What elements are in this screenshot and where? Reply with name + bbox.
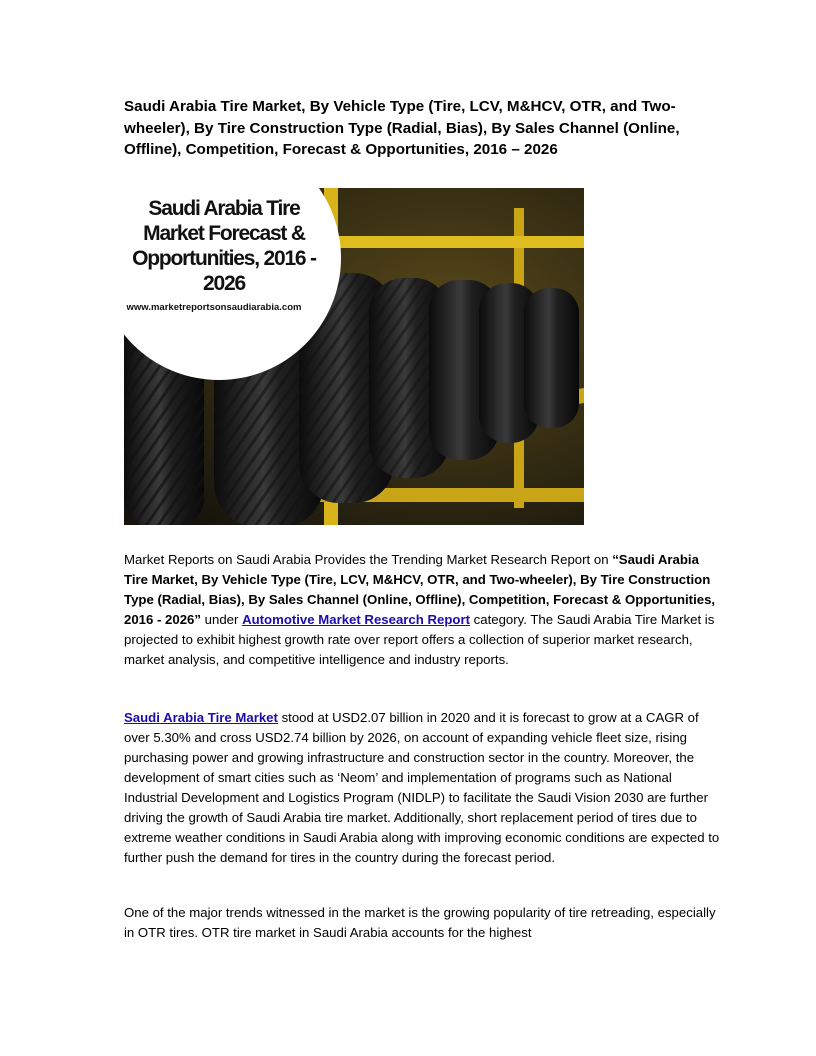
badge-line-2: Market Forecast & [143, 222, 305, 245]
document-title: Saudi Arabia Tire Market, By Vehicle Type (Tire, LCV, M&HCV, OTR, and Two-wheeler), By Tire Construction Type (Radial, Bias), By Sales Channel (Online, Offline), Competition, Forecast & Opportunities, 2016 – 2026 [124, 98, 680, 158]
market-size-text: stood at USD2.07 billion in 2020 and it is forecast to grow at a CAGR of over 5.30% and cross USD2.74 billion by 2026, on account of expanding vehicle fleet size, rising purchasing power and growing infrastructure and construction sector in the country. Moreover, the development of smart cities such as ‘Neom’ and implementation of programs such as National Industrial Development and Logistics Program (NIDLP) to facilitate the Saudi Vision 2030 are further driving the growth of Saudi Arabia tire market. Additionally, short replacement period of tires due to extreme weather conditions in Saudi Arabia along with improving economic conditions are expected to further push the demand for tires in the country during the forecast period. [124, 710, 720, 865]
under-text: under [201, 612, 243, 627]
intro-text: Market Reports on Saudi Arabia Provides the Trending Market Research Report on [124, 552, 613, 567]
badge-line-4: 2026 [203, 272, 245, 295]
report-title-bold: “Saudi Arabia Tire Market, By Vehicle Type (Tire, LCV, M&HCV, OTR, and Two-wheeler), By Tire Construction Type (Radial, Bias), By Sales Channel (Online, Offline), Competition, Forecast & Opportunities, 2016 - 2026” [124, 552, 716, 627]
category-link[interactable]: Automotive Market Research Report [242, 612, 470, 627]
intro-rest-text: category. The Saudi Arabia Tire Market is projected to exhibit highest growth rate over report offers a collection of superior market research, market analysis, and competitive intelligence and industry reports. [124, 612, 715, 667]
tire-rack-illustration [124, 188, 584, 525]
market-link[interactable]: Saudi Arabia Tire Market [124, 710, 278, 725]
intro-paragraph [124, 550, 724, 670]
badge-line-3: Opportunities, 2016 - [132, 247, 316, 270]
trends-paragraph: One of the major trends witnessed in the market is the growing popularity of tire retreading, especially in OTR tires. OTR tire market in Saudi Arabia accounts for the highest [124, 905, 716, 940]
hero-image [124, 188, 584, 525]
badge-url: www.marketreportsonsaudiarabia.com [126, 302, 302, 313]
market-size-paragraph [124, 708, 724, 868]
badge-line-1: Saudi Arabia Tire [148, 197, 300, 220]
